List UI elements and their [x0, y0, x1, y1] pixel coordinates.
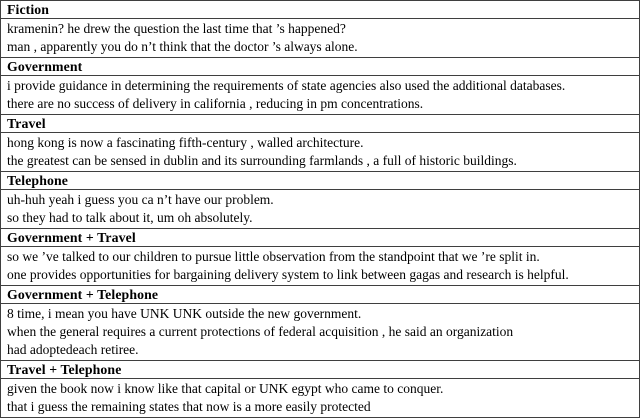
sample-sentence: one provides opportunities for bargaining delivery system to link between gagas and research is helpful. [7, 267, 569, 282]
section-body-travel [1, 133, 639, 171]
sample-sentence: there are no success of delivery in california , reducing in pm concentrations. [7, 96, 424, 111]
sample-sentence: man , apparently you do n’t think that the doctor ’s always alone. [7, 39, 358, 54]
sample-sentence: i provide guidance in determining the requirements of state agencies also used the additional databases. [7, 78, 566, 93]
sample-sentence: 8 time, i mean you have UNK UNK outside the new government. [7, 306, 362, 321]
section-label: Government + Travel [7, 230, 136, 245]
section-label: Government + Telephone [7, 287, 159, 302]
sample-sentence: so they had to talk about it, um oh absolutely. [7, 210, 253, 225]
section-body-government-travel [1, 247, 639, 285]
section-header-fiction [1, 0, 639, 19]
sample-sentence: had adoptedeach retiree. [7, 342, 139, 357]
section-label: Travel [7, 116, 46, 131]
sample-sentence: hong kong is now a fascinating fifth-century , walled architecture. [7, 135, 364, 150]
section-header-travel-telephone [1, 360, 639, 379]
sample-sentence: that i guess the remaining states that now is a more easily protected [7, 399, 371, 414]
section-body-government [1, 76, 639, 114]
sample-sentence: the greatest can be sensed in dublin and its surrounding farmlands , a full of historic buildings. [7, 153, 517, 168]
section-body-government-telephone [1, 304, 639, 360]
section-label: Travel + Telephone [7, 362, 122, 377]
section-header-telephone [1, 171, 639, 190]
section-header-travel [1, 114, 639, 133]
section-label: Fiction [7, 2, 50, 17]
section-body-travel-telephone [1, 379, 639, 417]
sample-sentence: given the book now i know like that capital or UNK egypt who came to conquer. [7, 381, 444, 396]
section-body-fiction [1, 19, 639, 57]
section-header-government-travel [1, 228, 639, 247]
sample-sentence: so we ’ve talked to our children to pursue little observation from the standpoint that we ’re split in. [7, 249, 540, 264]
sample-sentence: uh-huh yeah i guess you ca n’t have our problem. [7, 192, 274, 207]
sample-sentence: kramenin? he drew the question the last time that ’s happened? [7, 21, 346, 36]
section-header-government-telephone [1, 285, 639, 304]
section-header-government [1, 57, 639, 76]
section-body-telephone [1, 190, 639, 228]
section-label: Telephone [7, 173, 68, 188]
section-label: Government [7, 59, 83, 74]
sample-sentence: when the general requires a current protections of federal acquisition , he said an organization [7, 324, 514, 339]
